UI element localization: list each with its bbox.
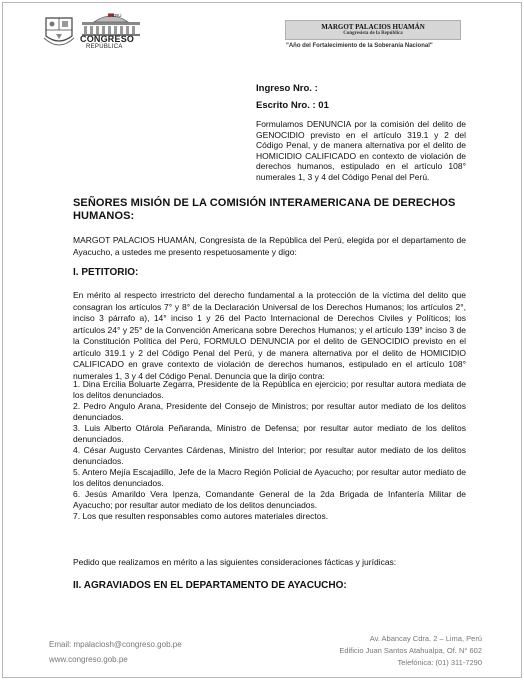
intro-paragraph: MARGOT PALACIOS HUAMÁN, Congresista de la República del Perú, elegida por el departamento de Ayacucho, a ustedes me presento respetuosamente y digo: xyxy=(73,235,466,257)
year-motto: "Año del Fortalecimiento de la Soberanía Nacional" xyxy=(286,43,433,49)
logo-peru-label: PERÚ xyxy=(109,13,122,18)
list-item: 1. Dina Ercilia Boluarte Zegarra, Presidente de la República en ejercicio; por resultar autora mediata de los delitos denunciados. xyxy=(73,379,466,400)
congresista-name: MARGOT PALACIOS HUAMÁN xyxy=(321,23,425,31)
footer-phone: Telefónica: (01) 311-7290 xyxy=(397,658,482,667)
section-agraviados-title: II. AGRAVIADOS EN EL DEPARTAMENTO DE AYACUCHO: xyxy=(73,580,347,591)
escrito-number: Escrito Nro. : 01 xyxy=(256,100,329,111)
list-item: 2. Pedro Angulo Arana, Presidente del Consejo de Ministros; por resultar autor mediato de los delitos denunciados. xyxy=(73,401,466,422)
list-item: 3. Luis Alberto Otárola Peñaranda, Ministro de Defensa; por resultar autor mediato de los delitos denunciados. xyxy=(73,423,466,444)
list-item: 4. César Augusto Cervantes Cárdenas, Ministro del Interior; por resultar autor mediato de los delitos denunciados. xyxy=(73,445,466,466)
ingreso-number: Ingreso Nro. : xyxy=(256,83,318,94)
accused-list xyxy=(73,379,466,522)
footer-address-line1: Av. Abancay Cdra. 2 – Lima, Perú xyxy=(369,634,482,643)
section-petitorio-title: I. PETITORIO: xyxy=(73,267,139,278)
congresista-role: Congresista de la República xyxy=(343,31,403,36)
list-item: 7. Los que resulten responsables como autores materiales directos. xyxy=(73,511,329,521)
logo-republica-label: REPÚBLICA xyxy=(86,44,123,50)
list-item: 5. Antero Mejía Escajadillo, Jefe de la Macro Región Policial de Ayacucho; por resultar autor mediato de los delitos denunciados. xyxy=(73,467,466,488)
footer-email[interactable]: Email: mpalaciosh@congreso.gob.pe xyxy=(49,640,182,649)
addressee-heading: SEÑORES MISIÓN DE LA COMISIÓN INTERAMERICANA DE DERECHOS HUMANOS: xyxy=(73,197,456,222)
congresista-header-box xyxy=(285,20,461,40)
list-item: 6. Jesús Amarildo Vera Ipenza, Comandante General de la 2da Brigada de Infantería Militar de Ayacucho; por resultar autor mediato de los delitos denunciados. xyxy=(73,489,466,510)
footer-website[interactable]: www.congreso.gob.pe xyxy=(49,655,128,664)
closing-paragraph: Pedido que realizamos en mérito a las siguientes consideraciones fácticas y jurídicas: xyxy=(73,557,397,567)
petitorio-paragraph: En mérito al respecto irrestricto del derecho fundamental a la protección de la víctima del delito que consagran los artículos 7° y 8° de la Declaración Universal de los Derechos Humanos; los artículos 2°, inciso 3 párrafo a), 14° inciso 1 y 26 del Pacto Internacional de Derechos Civiles y Políticos; los artículos 24° y 25° de la Convención Americana sobre Derechos Humanos; y el artículo 139° inciso 3 de la Constitución Política del Perú, FORMULO DENUNCIA por el delito de GENOCIDIO previsto en el artículo 319.1 y 2 del Código Penal del Perú, y de manera alternativa por el delito de HOMICIDIO CALIFICADO en grave contexto de violación de derechos humanos, estipulado en el artículo 108° numerales 1, 3 y 4 del Código Penal. Denuncia que la dirijo contra: xyxy=(73,290,466,381)
summary-paragraph: Formulamos DENUNCIA por la comisión del delito de GENOCIDIO previsto en el artículo 319.1 y 2 del Código Penal, y de manera alternativa por el delito de HOMICIDIO CALIFICADO en contexto de violación de derechos humanos, estipulado en el artículo 108° numerales 1, 3 y 4 del Código Penal del Perú. xyxy=(256,119,466,182)
logo-congreso-label: CONGRESO xyxy=(80,34,135,44)
footer-address-line2: Edificio Juan Santos Atahualpa, Of. N° 602 xyxy=(339,646,482,655)
